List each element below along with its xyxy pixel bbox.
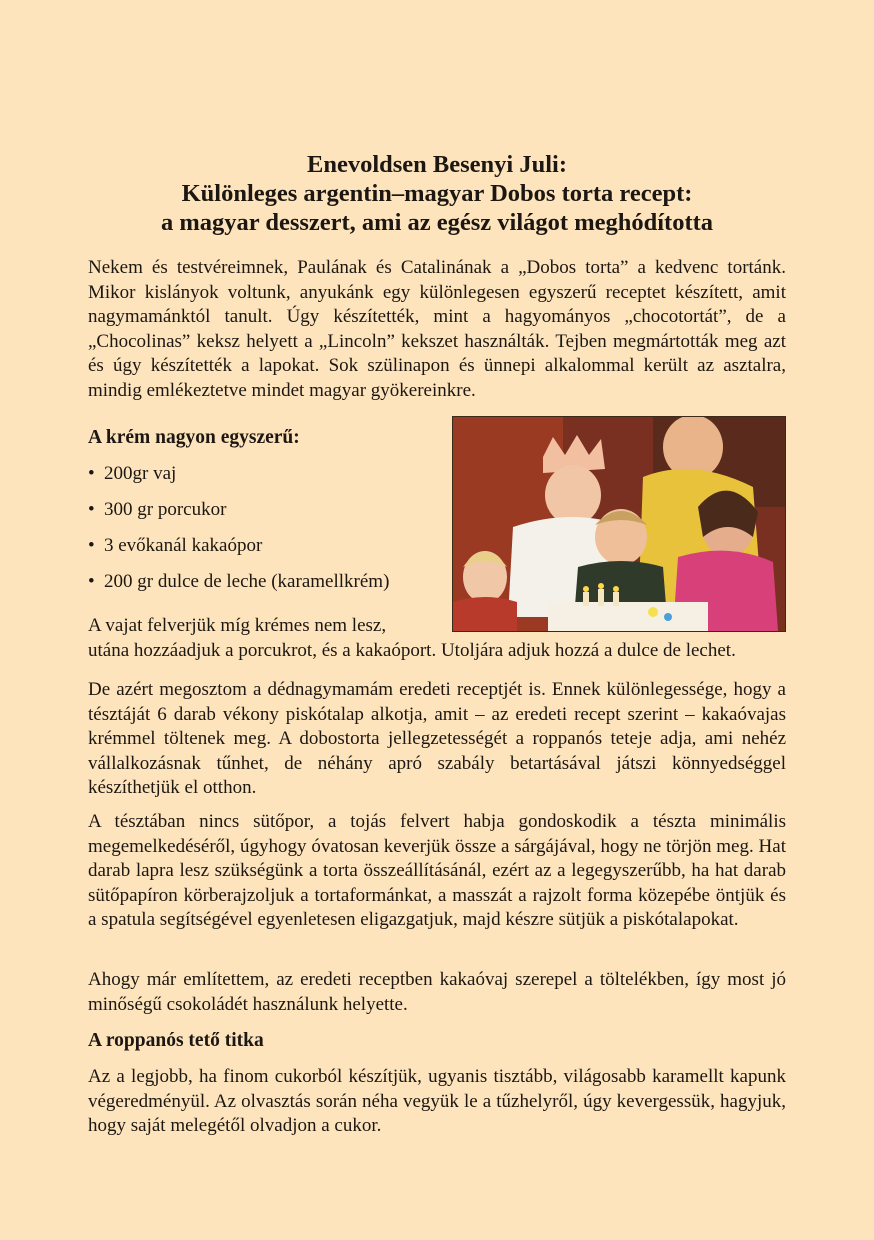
cream-heading: A krém nagyon egyszerű: <box>88 427 300 448</box>
paragraph-chocolate <box>88 968 786 1017</box>
title-author: Enevoldsen Besenyi Juli: <box>306 151 567 178</box>
list-item: • 300 gr porcukor <box>88 498 389 534</box>
paragraph: A tésztában nincs sütőpor, a tojás felvert habja gondoskodik a tészta minimális megemelkedéséről, úgyhogy óvatosan keverjük össze a sárgájával, hogy ne törjön meg. Hat darab lapra lesz szükségünk a torta összeállításánál, ezért az a legegyszerűbb, ha hat darab sütőpapíron körberajzoljuk a tortaformánkat, a masszát a rajzolt forma közepébe öntjük és a spatula segítségével egyenletesen eligazgatjuk, majd készre sütjük a piskótalapokat. <box>88 811 786 930</box>
crunchy-heading: A roppanós tető titka <box>88 1030 264 1051</box>
article-title <box>88 150 786 237</box>
paragraph: Ahogy már említettem, az eredeti receptben kakaóvaj szerepel a töltelékben, így most jó minőségű csokoládét használunk helyette. <box>88 969 786 1015</box>
cream-method <box>88 614 786 663</box>
cream-method-line2: utána hozzáadjuk a porcukrot, és a kakaóport. Utoljára adjuk hozzá a dulce de lechet. <box>88 639 736 661</box>
paragraph: Az a legjobb, ha finom cukorból készítjük, ugyanis tisztább, világosabb karamellt kapunk végeredményül. Az olvasztás során néha vegyük le a tűzhelyről, úgy kevergessük, hagyjuk, hogy saját melegétől olvadjon a cukor. <box>88 1066 786 1136</box>
birthday-photo <box>452 416 786 632</box>
paragraph-dough <box>88 810 786 933</box>
list-item: • 200 gr dulce de leche (karamellkrém) <box>88 570 389 606</box>
paragraph-original-recipe <box>88 678 786 801</box>
title-subtitle: a magyar desszert, ami az egész világot meghódította <box>160 209 714 236</box>
list-item: • 3 evőkanál kakaópor <box>88 534 389 570</box>
cream-method-line1: A vajat felverjük míg krémes nem lesz, <box>88 615 387 636</box>
title-main: Különleges argentin–magyar Dobos torta recept: <box>181 180 693 207</box>
intro-paragraph: Nekem és testvéreimnek, Paulának és Catalinának a „Dobos torta” a kedvenc tortánk. Mikor kislányok voltunk, anyukánk egy különlegesen egyszerű receptet készített, amit nagymamánktól tanult. Úgy készítették, mint a hagyományos „chocotortát”, de a „Chocolinas” keksz helyett a „Lincoln” kekszet használták. Tejben megmártották meg azt és úgy készítették a lapokat. Sok szülinapon és ünnepi alkalommal került az asztalra, mindig emlékeztetve mindet magyar gyökereinkre. <box>88 257 786 401</box>
crunchy-paragraph <box>88 1065 786 1139</box>
intro-block <box>88 256 786 403</box>
paragraph: De azért megosztom a dédnagymamám eredeti receptjét is. Ennek különlegessége, hogy a tésztáját 6 darab vékony piskótalap alkotja, amit – az eredeti recept szerint – kakaóvajas krémmel töltenek meg. A dobostorta jellegzetességét a roppanós teteje adja, ami nehéz vállalkozásnak tűnhet, de néhány apró szabály betartásával játszi könnyedséggel készíthetjük el otthon. <box>88 679 786 798</box>
ingredient-list <box>88 462 389 606</box>
list-item: • 200gr vaj <box>88 462 389 498</box>
